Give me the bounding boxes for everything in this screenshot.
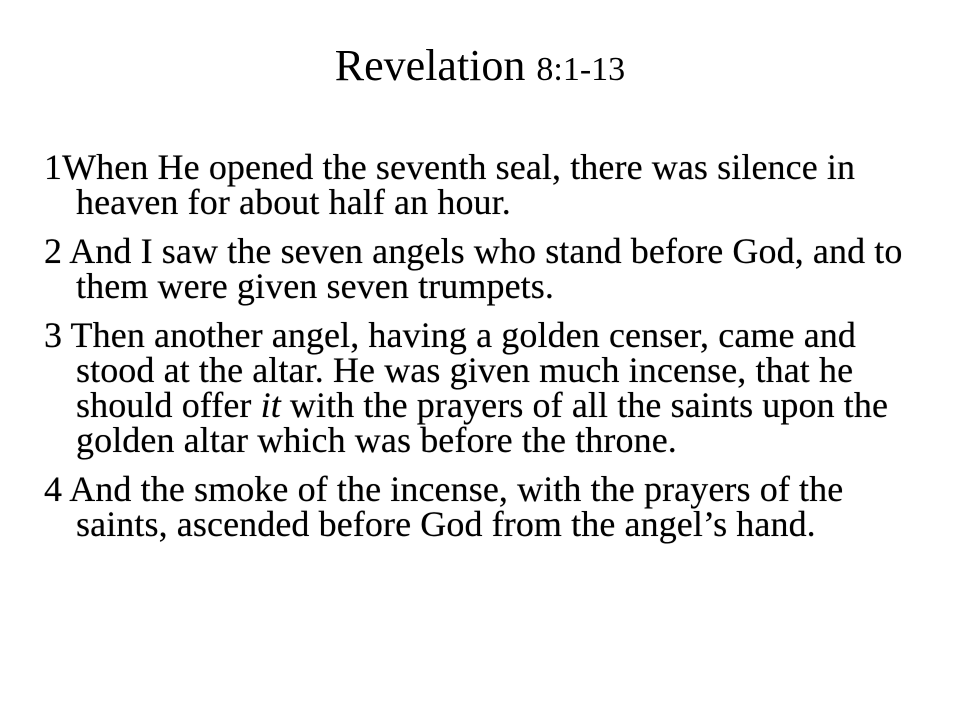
slide-title [0, 40, 960, 96]
verse-1: 1When He opened the seventh seal, there was silence in heaven for about half an hour. [44, 147, 856, 222]
slide-title-book: Revelation [334, 41, 537, 90]
verse-4: 4 And the smoke of the incense, with the prayers of the saints, ascended before God from the angel’s hand. [44, 469, 844, 544]
verse-3 [44, 315, 924, 460]
verse-2: 2 And I saw the seven angels who stand before God, and to them were given seven trumpets. [44, 231, 903, 306]
verse-list [44, 147, 924, 556]
verse-3-italic-word: it [260, 385, 281, 425]
verse-3-text-before: 3 Then another angel, having a golden censer, came and stood at the altar. He was given much incense, that he should offer [44, 315, 856, 425]
verse-3-text-after: with the prayers of all the saints upon the golden altar which was before the throne. [76, 385, 889, 460]
slide-title-reference: 8:1-13 [536, 51, 626, 88]
